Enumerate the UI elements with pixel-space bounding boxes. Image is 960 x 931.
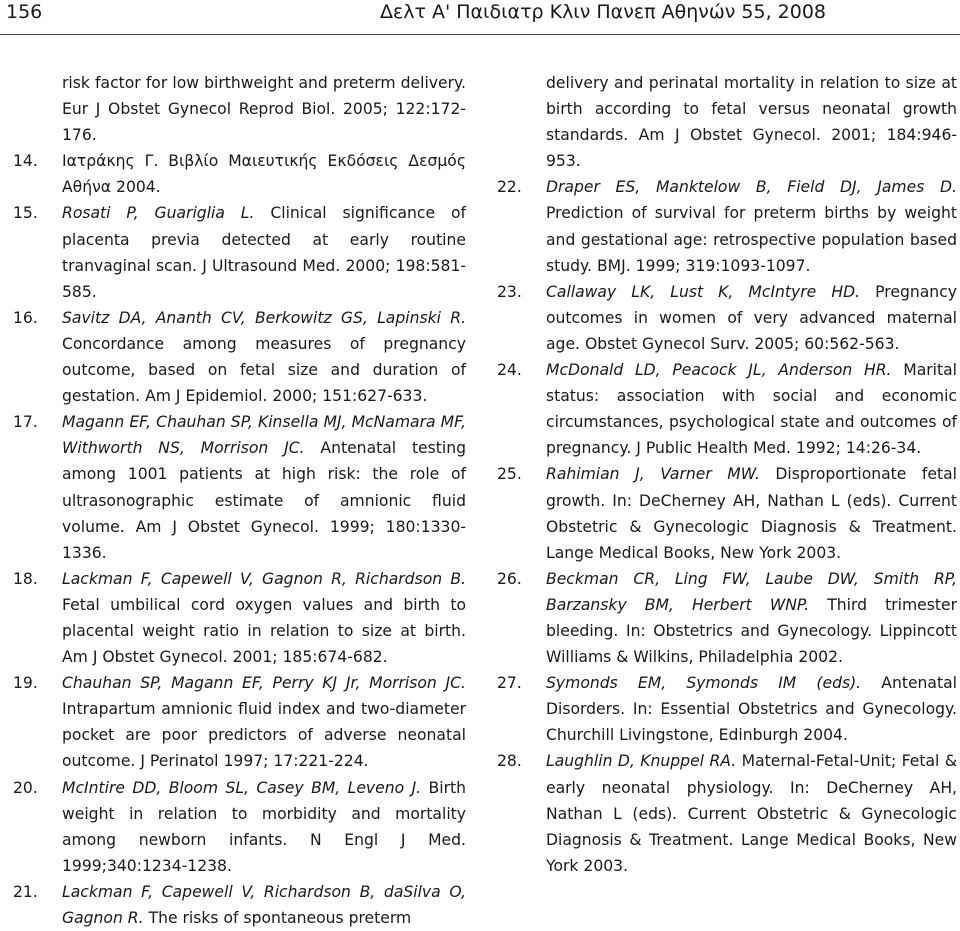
reference-authors: Magann EF, Chauhan SP, Kinsella MJ, McNamara MF, Withworth NS, Morrison JC. (62, 413, 466, 458)
reference-26 (497, 566, 957, 670)
reference-number: 24. (497, 361, 522, 380)
reference-text: Disproportionate fetal growth. In: DeCherney AH, Nathan L (eds). Current Obstetric & Gynecologic Diagnosis & Treatment. Lange Medical Books, New York 2003. (546, 465, 958, 562)
reference-authors: Rahimian J, Varner MW. (546, 465, 760, 484)
reference-number: 28. (497, 752, 522, 771)
reference-20 (13, 775, 466, 879)
left-column (13, 70, 466, 931)
reference-27 (497, 670, 957, 748)
reference-number: 25. (497, 465, 522, 484)
reference-number: 22. (497, 178, 522, 197)
reference-text: Prediction of survival for preterm births by weight and gestational age: retrospective population based study. BMJ. 1999; 319:1093-1097. (546, 204, 957, 275)
reference-number: 27. (497, 674, 522, 693)
reference-text: Marital status: association with social and economic circumstances, psychological state and outcomes of pregnancy. J Public Health Med. 1992; 14:26-34. (546, 361, 957, 458)
reference-16 (13, 305, 466, 409)
reference-authors: Laughlin D, Knuppel RA. (546, 752, 737, 771)
reference-22 (497, 174, 957, 278)
running-header (0, 0, 960, 36)
reference-18 (13, 566, 466, 670)
reference-authors: Chauhan SP, Magann EF, Perry KJ Jr, Morrison JC. (62, 674, 466, 693)
reference-text: Fetal umbilical cord oxygen values and birth to placental weight ratio in relation to size at birth. Am J Obstet Gynecol. 2001; 185:674-682. (62, 595, 466, 667)
reference-text: Birth weight in relation to morbidity and mortality among newborn infants. N Engl J Med. 1999;340:1234-1238. (62, 778, 466, 875)
reference-number: 20. (13, 778, 38, 797)
reference-authors: McIntire DD, Bloom SL, Casey BM, Leveno J. (62, 778, 422, 797)
reference-number: 17. (13, 413, 38, 432)
reference-authors: McDonald LD, Peacock JL, Anderson HR. (546, 361, 892, 380)
reference-number: 26. (497, 569, 522, 588)
journal-citation: Δελτ Α' Παιδιατρ Κλιν Πανεπ Αθηνών 55, 2008 (380, 1, 827, 23)
reference-19 (13, 670, 466, 774)
reference-number: 19. (13, 674, 38, 693)
reference-25 (497, 461, 957, 565)
reference-text: Maternal-Fetal-Unit; Fetal & early neonatal physiology. In: DeCherney AH, Nathan L (eds). Current Obstetric & Gynecologic Diagnosis & Treatment. Lange Medical Books, New York 2003. (546, 752, 957, 875)
header-rule (0, 34, 960, 35)
reference-number: 15. (13, 204, 38, 223)
reference-authors: Rosati P, Guariglia L. (62, 204, 255, 223)
reference-17 (13, 409, 466, 566)
reference-number: 14. (13, 152, 38, 171)
right-column (497, 70, 957, 879)
reference-text: Clinical significance of placenta previa detected at early routine tranvaginal scan. J Ultrasound Med. 2000; 198:581-585. (62, 204, 466, 301)
reference-text: Ιατράκης Γ. Βιβλίο Μαιευτικής Εκδόσεις Δεσμός Αθήνα 2004. (62, 152, 466, 197)
reference-continuation: risk factor for low birthweight and preterm delivery. Eur J Obstet Gynecol Reprod Biol. 2005; 122:172-176. (62, 74, 466, 145)
reference-text: Antenatal testing among 1001 patients at high risk: the role of ultrasonographic estimate of amnionic fluid volume. Am J Obstet Gynecol. 1999; 180:1330-1336. (62, 439, 467, 562)
reference-text: Concordance among measures of pregnancy outcome, based on fetal size and duration of gestation. Am J Epidemiol. 2000; 151:627-633. (62, 334, 466, 406)
reference-number: 16. (13, 308, 38, 327)
reference-21 (13, 879, 466, 931)
reference-authors: Callaway LK, Lust K, McIntyre HD. (546, 282, 861, 301)
reference-number: 21. (13, 882, 38, 901)
reference-authors: Savitz DA, Ananth CV, Berkowitz GS, Lapinski R. (62, 308, 466, 327)
reference-authors: Lackman F, Capewell V, Richardson B, daSilva O, Gagnon R. (62, 882, 466, 927)
reference-number: 23. (497, 282, 522, 301)
reference-authors: Lackman F, Capewell V, Gagnon R, Richardson B. (62, 569, 466, 588)
reference-14 (13, 148, 466, 200)
reference-continuation: delivery and perinatal mortality in relation to size at birth according to fetal versus neonatal growth standards. Am J Obstet Gynecol. 2001; 184:946-953. (546, 74, 957, 171)
reference-text: Intrapartum amnionic fluid index and two-diameter pocket are poor predictors of adverse neonatal outcome. J Perinatol 1997; 17:221-224. (62, 700, 466, 771)
reference-text: Pregnancy outcomes in women of very advanced maternal age. Obstet Gynecol Surv. 2005; 60:562-563. (546, 282, 957, 353)
reference-28 (497, 748, 957, 878)
reference-number: 18. (13, 569, 38, 588)
reference-authors: Beckman CR, Ling FW, Laube DW, Smith RP, Barzansky BM, Herbert WNP. (546, 569, 957, 614)
page-number: 156 (6, 1, 43, 23)
reference-authors: Draper ES, Manktelow B, Field DJ, James D. (546, 178, 957, 197)
reference-15 (13, 200, 466, 304)
reference-24 (497, 357, 957, 461)
reference-text: The risks of spontaneous preterm (148, 909, 412, 927)
reference-23 (497, 279, 957, 357)
reference-authors: Symonds EM, Symonds IM (eds). (546, 674, 862, 693)
reference-text: Antenatal Disorders. In: Essential Obstetrics and Gynecology. Churchill Livingstone, Edinburgh 2004. (546, 674, 957, 745)
reference-text: Third trimester bleeding. In: Obstetrics and Gynecology. Lippincott Williams & Wilkins, Philadelphia 2002. (546, 595, 957, 667)
